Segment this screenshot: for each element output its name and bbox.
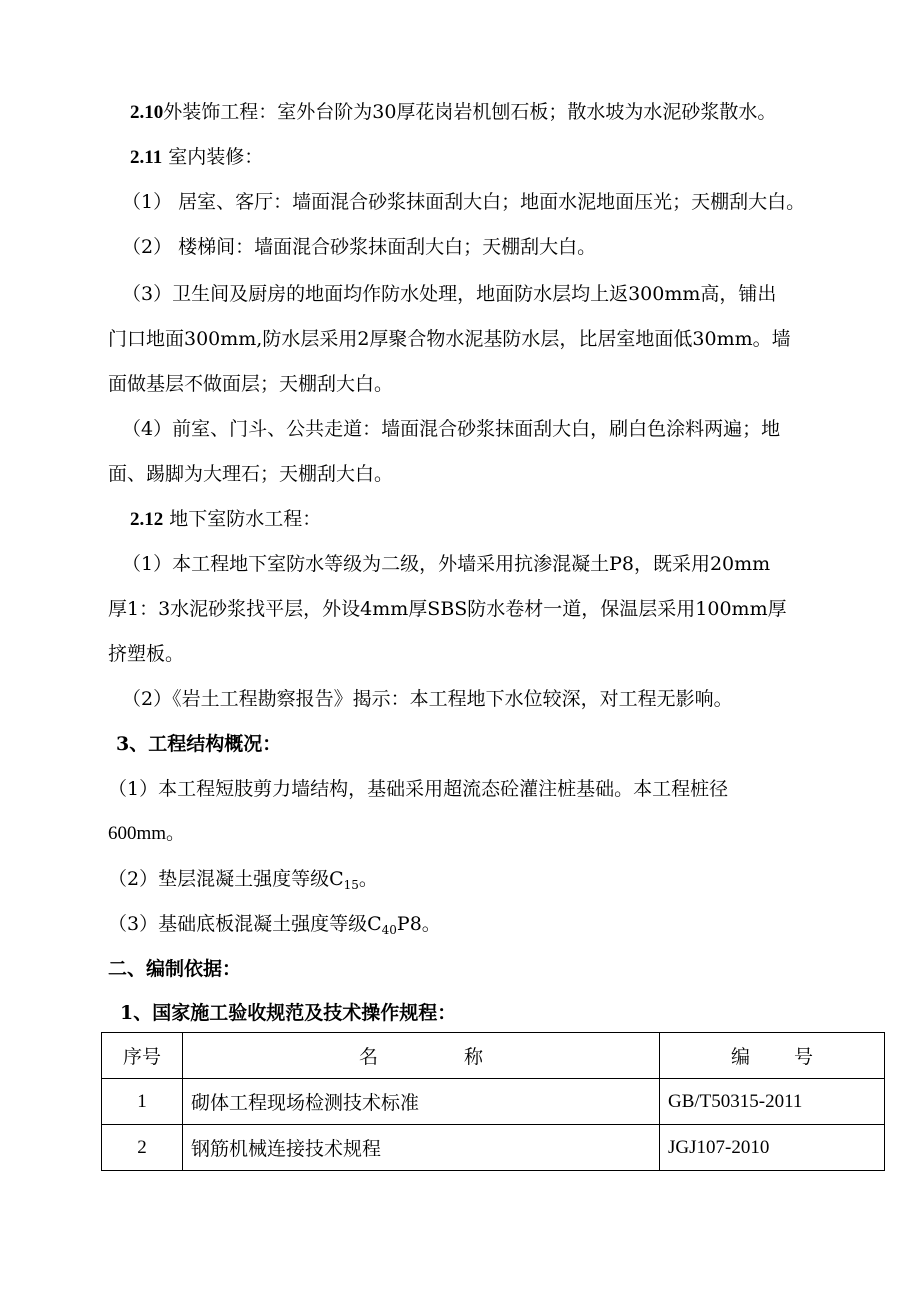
header-seq: 序号 (102, 1033, 183, 1079)
subscript: 40 (381, 923, 397, 937)
paragraph-line: 600mm。 (108, 823, 186, 844)
header-code (660, 1033, 885, 1079)
section-number: 2.12 (130, 509, 164, 530)
text: 。 (358, 868, 378, 890)
paragraph: （2）《岩土工程勘察报告》揭示：本工程地下水位较深，对工程无影响。 (122, 688, 733, 710)
section-2-10 (130, 99, 776, 126)
cell-name: 钢筋机械连接技术规程 (183, 1125, 660, 1171)
section-2-11-heading (130, 144, 263, 171)
table-header-row (102, 1033, 885, 1079)
paragraph-line: 面、踢脚为大理石；天棚刮大白。 (108, 463, 394, 485)
cell-name: 砌体工程现场检测技术标准 (183, 1079, 660, 1125)
text: （2）垫层混凝土强度等级C (108, 868, 344, 890)
header-name-char: 称 (464, 1046, 484, 1068)
paragraph-line: 门口地面300mm,防水层采用2厚聚合物水泥基防水层，比居室地面低30mm。墙 (108, 328, 791, 350)
paragraph-line: 面做基层不做面层；天棚刮大白。 (108, 373, 394, 395)
section-number: 2.10 (130, 102, 164, 123)
table-row (102, 1125, 885, 1171)
cell-seq: 1 (102, 1079, 183, 1125)
header-code-char: 编 (730, 1046, 750, 1068)
table-row (102, 1079, 885, 1125)
cell-code: JGJ107-2010 (660, 1125, 885, 1171)
paragraph-line: （1）本工程地下室防水等级为二级，外墙采用抗渗混凝土P8，既采用20mm (122, 553, 771, 575)
section-3-heading: 3、工程结构概况： (116, 733, 282, 755)
paragraph-line: 挤塑板。 (108, 643, 185, 665)
paragraph-line: （4）前室、门斗、公共走道：墙面混合砂浆抹面刮大白，刷白色涂料两遍；地 (122, 418, 781, 440)
paragraph: （2） 楼梯间：墙面混合砂浆抹面刮大白；天棚刮大白。 (122, 236, 597, 258)
paragraph: （1） 居室、客厅：墙面混合砂浆抹面刮大白；地面水泥地面压光；天棚刮大白。 (122, 191, 806, 213)
cell-code: GB/T50315-2011 (660, 1079, 885, 1125)
cell-seq: 2 (102, 1125, 183, 1171)
section-number: 2.11 (130, 147, 163, 168)
part-2-heading: 二、编制依据： (108, 958, 242, 980)
paragraph-line: 厚1：3水泥砂浆找平层，外设4mm厚SBS防水卷材一道，保温层采用100mm厚 (108, 598, 787, 620)
header-name-char: 名 (358, 1046, 378, 1068)
header-name (183, 1033, 660, 1079)
paragraph-line: （3）卫生间及厨房的地面均作防水处理，地面防水层均上返300mm高，铺出 (122, 283, 777, 305)
section-title: 室内装修： (168, 146, 264, 168)
section-text: 外装饰工程：室外台阶为30厚花岗岩机刨石板；散水坡为水泥砂浆散水。 (163, 101, 777, 123)
text: （3）基础底板混凝土强度等级C (108, 913, 382, 935)
paragraph-line: （1）本工程短肢剪力墙结构，基础采用超流态砼灌注桩基础。本工程桩径 (108, 778, 729, 800)
paragraph (108, 866, 378, 892)
subsection-1-heading: 1、国家施工验收规范及技术操作规程： (120, 1002, 457, 1024)
paragraph (108, 911, 441, 937)
section-title: 地下室防水工程： (169, 508, 322, 530)
text: P8。 (396, 913, 441, 935)
header-code-char: 号 (794, 1046, 814, 1068)
subscript: 15 (343, 878, 359, 892)
standards-table (101, 1032, 885, 1171)
section-2-12-heading (130, 506, 321, 533)
